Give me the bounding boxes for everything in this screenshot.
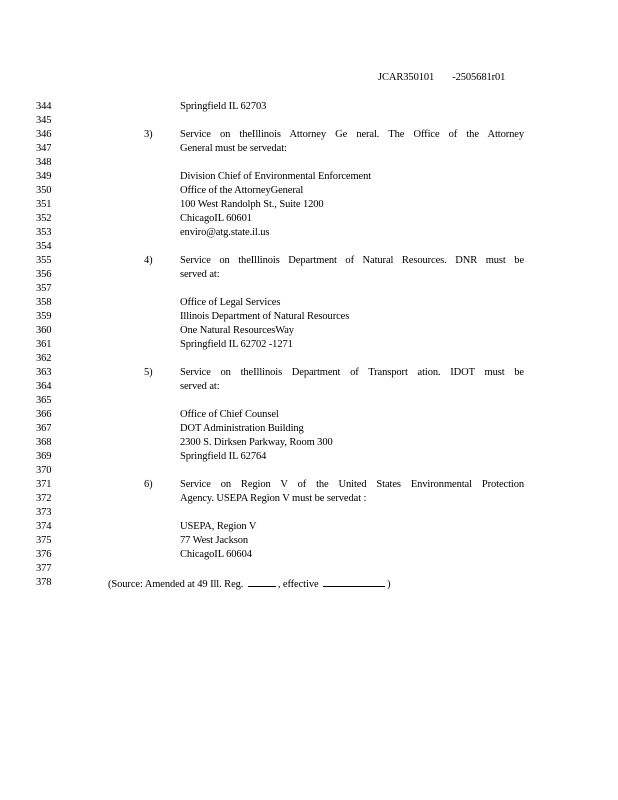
blank-field — [323, 576, 385, 587]
line-number: 344 — [36, 101, 52, 112]
document-line — [36, 310, 596, 324]
line-text: Service on theIllinois Department of Natural Resources. DNR must be — [180, 255, 524, 266]
line-text: Office of the AttorneyGeneral — [180, 185, 304, 196]
line-text: served at: — [180, 269, 220, 280]
line-number: 346 — [36, 129, 52, 140]
document-line — [36, 408, 596, 422]
line-number: 370 — [36, 465, 52, 476]
line-text: Illinois Department of Natural Resources — [180, 311, 350, 322]
line-text: Service on theIllinois Department of Transport ation. IDOT must be — [180, 367, 524, 378]
document-line — [36, 450, 596, 464]
line-number: 363 — [36, 367, 52, 378]
line-number: 371 — [36, 479, 52, 490]
line-number: 349 — [36, 171, 52, 182]
line-number: 359 — [36, 311, 52, 322]
doc-ref: -2505681r01 — [452, 72, 506, 83]
line-number: 372 — [36, 493, 52, 504]
document-line — [36, 324, 596, 338]
document-line — [36, 394, 596, 408]
document-line — [36, 268, 596, 282]
document-line — [36, 296, 596, 310]
document-line — [36, 184, 596, 198]
line-number: 348 — [36, 157, 52, 168]
line-text: enviro@atg.state.il.us — [180, 227, 270, 238]
line-number: 365 — [36, 395, 52, 406]
document-line — [36, 156, 596, 170]
document-line — [36, 492, 596, 506]
page-header — [378, 72, 505, 83]
line-text: Agency. USEPA Region V must be servedat : — [180, 493, 367, 504]
line-text: ChicagoIL 60604 — [180, 549, 252, 560]
document-line — [36, 478, 596, 492]
document-line — [36, 212, 596, 226]
line-number: 361 — [36, 339, 52, 350]
document-line — [36, 436, 596, 450]
document-line — [36, 562, 596, 576]
line-number: 367 — [36, 423, 52, 434]
line-text: Springfield IL 62764 — [180, 451, 267, 462]
line-number: 369 — [36, 451, 52, 462]
blank-field — [248, 576, 276, 587]
line-number: 375 — [36, 535, 52, 546]
line-number: 364 — [36, 381, 52, 392]
line-text: 100 West Randolph St., Suite 1200 — [180, 199, 324, 210]
line-text: Service on theIllinois Attorney Ge neral. The Office of the Attorney — [180, 129, 524, 140]
line-number: 377 — [36, 563, 52, 574]
line-text: served at: — [180, 381, 220, 392]
line-number: 353 — [36, 227, 52, 238]
document-line — [36, 170, 596, 184]
document-line — [36, 534, 596, 548]
line-text: Office of Chief Counsel — [180, 409, 279, 420]
document-line — [36, 338, 596, 352]
line-number: 352 — [36, 213, 52, 224]
line-number: 374 — [36, 521, 52, 532]
line-text: Springfield IL 62702 -1271 — [180, 339, 293, 350]
line-text: Springfield IL 62703 — [180, 101, 267, 112]
document-line — [36, 422, 596, 436]
source-line — [36, 576, 596, 590]
line-number: 366 — [36, 409, 52, 420]
document-line — [36, 366, 596, 380]
line-text: One Natural ResourcesWay — [180, 325, 294, 336]
line-number: 378 — [36, 577, 52, 588]
document-line — [36, 198, 596, 212]
line-number: 347 — [36, 143, 52, 154]
line-number: 351 — [36, 199, 52, 210]
document-line — [36, 380, 596, 394]
document-line — [36, 282, 596, 296]
item-marker: 4) — [144, 255, 153, 266]
document-line — [36, 100, 596, 114]
line-text: 77 West Jackson — [180, 535, 249, 546]
document-line — [36, 240, 596, 254]
line-number: 360 — [36, 325, 52, 336]
source-citation: (Source: Amended at 49 Ill. Reg. , effective ) — [108, 576, 390, 592]
line-number: 362 — [36, 353, 52, 364]
document-line — [36, 352, 596, 366]
line-text: ChicagoIL 60601 — [180, 213, 252, 224]
line-number: 350 — [36, 185, 52, 196]
line-text: 2300 S. Dirksen Parkway, Room 300 — [180, 437, 333, 448]
line-number: 356 — [36, 269, 52, 280]
document-line — [36, 464, 596, 478]
line-text: Service on Region V of the United States Environmental Protection — [180, 479, 524, 490]
line-number: 357 — [36, 283, 52, 294]
line-number: 376 — [36, 549, 52, 560]
line-text: Office of Legal Services — [180, 297, 281, 308]
doc-id: JCAR350101 — [378, 72, 435, 83]
line-number: 354 — [36, 241, 52, 252]
line-text: USEPA, Region V — [180, 521, 257, 532]
line-number: 368 — [36, 437, 52, 448]
line-number: 355 — [36, 255, 52, 266]
item-marker: 5) — [144, 367, 153, 378]
item-marker: 6) — [144, 479, 153, 490]
line-text: DOT Administration Building — [180, 423, 304, 434]
document-line — [36, 226, 596, 240]
line-number: 373 — [36, 507, 52, 518]
item-marker: 3) — [144, 129, 153, 140]
line-number: 358 — [36, 297, 52, 308]
document-line — [36, 114, 596, 128]
document-line — [36, 142, 596, 156]
document-line — [36, 254, 596, 268]
line-text: General must be servedat: — [180, 143, 287, 154]
document-line — [36, 128, 596, 142]
document-line — [36, 506, 596, 520]
document-line — [36, 548, 596, 562]
line-text: Division Chief of Environmental Enforcement — [180, 171, 372, 182]
line-number: 345 — [36, 115, 52, 126]
document-line — [36, 520, 596, 534]
